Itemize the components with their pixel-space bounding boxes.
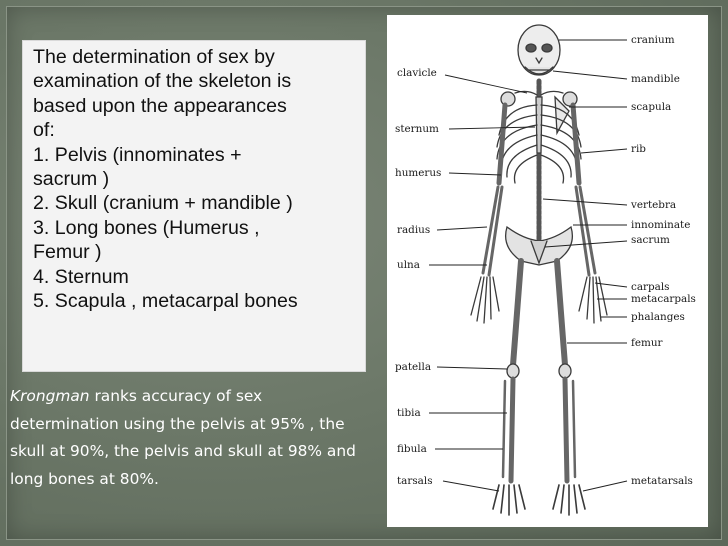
label-radius: radius (397, 224, 431, 236)
skeleton-figure (387, 15, 708, 527)
label-femur: femur (631, 337, 663, 349)
label-sternum: sternum (395, 123, 439, 135)
label-clavicle: clavicle (397, 67, 437, 79)
intro-text-box (22, 40, 366, 372)
label-tarsals: tarsals (397, 475, 433, 487)
label-humerus: humerus (395, 167, 442, 179)
skeleton-illustration (387, 15, 708, 527)
list-item-pelvis-cont: sacrum ) (33, 168, 110, 191)
label-scapula: scapula (631, 101, 672, 113)
label-sacrum: sacrum (631, 234, 670, 246)
intro-line: based upon the appearances (33, 94, 287, 117)
label-cranium: cranium (631, 34, 675, 46)
intro-line: examination of the skeleton is (33, 70, 292, 93)
label-rib: rib (631, 143, 646, 155)
label-patella: patella (395, 361, 432, 373)
label-metacarpals: metacarpals (631, 293, 696, 305)
note-author: Krongman (10, 387, 90, 405)
label-fibula: fibula (397, 443, 427, 455)
accuracy-note (10, 383, 372, 493)
list-item-long-bones-cont: Femur ) (33, 241, 102, 264)
label-ulna: ulna (397, 259, 420, 271)
label-mandible: mandible (631, 73, 680, 85)
list-item-scapula: 5. Scapula , metacarpal bones (33, 290, 298, 313)
intro-line: of: (33, 119, 55, 142)
list-item-long-bones: 3. Long bones (Humerus , (33, 216, 260, 239)
note-text: ranks accuracy of sex determination using the pelvis at 95% , the skull at 90%, the pelvis and skull at 98% and long bones at 80%. (10, 387, 356, 488)
label-vertebra: vertebra (631, 199, 677, 211)
label-tibia: tibia (397, 407, 421, 419)
label-carpals: carpals (631, 281, 670, 293)
list-item-pelvis: 1. Pelvis (innominates + (33, 143, 242, 166)
list-item-skull: 2. Skull (cranium + mandible ) (33, 192, 293, 215)
intro-paragraph (23, 41, 365, 313)
label-metatarsals: metatarsals (631, 475, 693, 487)
label-innominate: innominate (631, 219, 691, 231)
list-item-sternum: 4. Sternum (33, 265, 129, 288)
label-phalanges: phalanges (631, 311, 685, 323)
intro-line: The determination of sex by (33, 46, 275, 68)
